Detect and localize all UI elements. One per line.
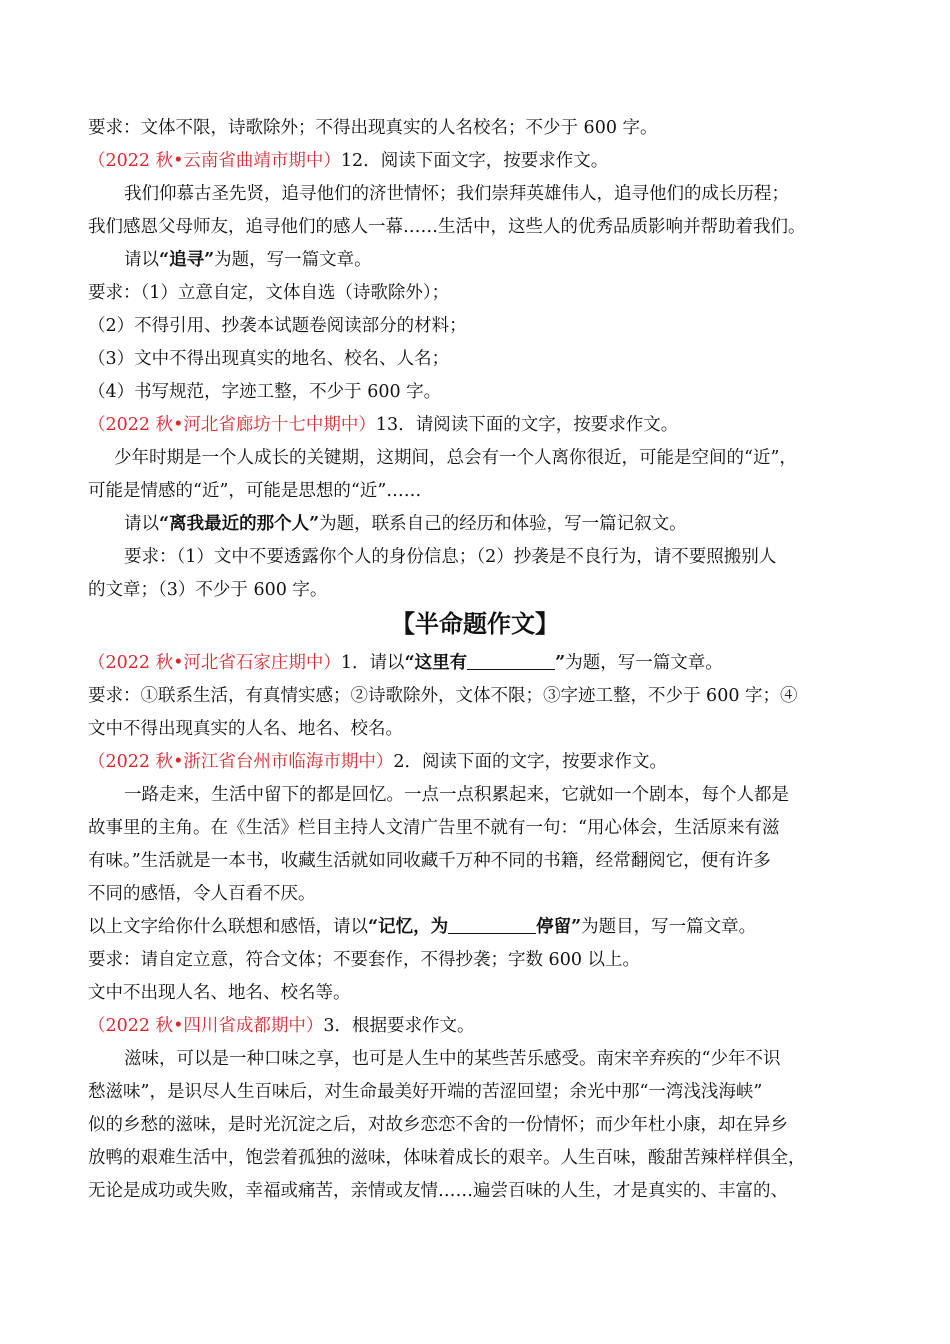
question-2-header: （2022 秋•浙江省台州市临海市期中）2．阅读下面的文字，按要求作文。 xyxy=(88,752,668,772)
prompt-text: 故事里的主角。在《生活》栏目主持人文清广告里不就有一句：“用心体会，生活原来有滋 xyxy=(88,818,780,838)
prompt-text: 我们感恩父母师友，追寻他们的感人一幕……生活中，这些人的优秀品质影响并帮助着我们。 xyxy=(88,217,806,237)
question-1-header: （2022 秋•河北省石家庄期中）1．请以“这里有 ”为题，写一篇文章。 xyxy=(88,653,723,673)
requirement-line: 要求：（1）文中不要透露你个人的身份信息；（2）抄袭是不良行为，请不要照搬别人 xyxy=(124,547,777,567)
prompt-text: 愁滋味”，是识尽人生百味后，对生命最美好开端的苦涩回望；余光中那“一湾浅浅海峡” xyxy=(88,1082,763,1102)
requirement-line: 文中不出现人名、地名、校名等。 xyxy=(88,983,351,1003)
prompt-text: 滋味，可以是一种口味之享，也可是人生中的某些苦乐感受。南宋辛弃疾的“少年不识 xyxy=(124,1049,781,1069)
essay-title-instruction: 请以“离我最近的那个人”为题，联系自己的经历和体验，写一篇记叙文。 xyxy=(124,514,687,534)
source-tag: （2022 秋•河北省廊坊十七中期中） xyxy=(88,415,376,435)
requirement-line: 要求：（1）立意自定，文体自选（诗歌除外）； xyxy=(88,283,450,303)
fill-in-blank xyxy=(467,651,555,670)
source-tag: （2022 秋•四川省成都期中） xyxy=(88,1016,324,1036)
requirement-line: 文中不得出现真实的人名、地名、校名。 xyxy=(88,719,403,739)
source-tag: （2022 秋•云南省曲靖市期中） xyxy=(88,151,341,171)
question-13-header: （2022 秋•河北省廊坊十七中期中）13．请阅读下面的文字，按要求作文。 xyxy=(88,415,679,435)
requirement-line: 要求：文体不限，诗歌除外；不得出现真实的人名校名；不少于 600 字。 xyxy=(88,118,658,138)
prompt-text: 少年时期是一个人成长的关键期，这期间，总会有一个人离你很近，可能是空间的“近”， xyxy=(114,448,797,468)
requirement-line: （2）不得引用、抄袭本试题卷阅读部分的材料； xyxy=(88,316,467,336)
essay-title-instruction: 请以“追寻”为题，写一篇文章。 xyxy=(124,250,372,270)
requirement-line: 要求：请自定立意，符合文体；不要套作，不得抄袭；字数 600 以上。 xyxy=(88,950,641,970)
section-heading: 【半命题作文】 xyxy=(391,609,559,638)
prompt-text: 一路走来，生活中留下的都是回忆。一点一点积累起来，它就如一个剧本，每个人都是 xyxy=(124,785,789,805)
prompt-text: 似的乡愁的滋味，是时光沉淀之后，对故乡恋恋不舍的一份情怀；而少年杜小康，却在异乡 xyxy=(88,1115,788,1135)
source-tag: （2022 秋•河北省石家庄期中） xyxy=(88,653,341,673)
requirement-line: 的文章；（3）不少于 600 字。 xyxy=(88,580,328,600)
essay-title-instruction: 以上文字给你什么联想和感悟，请以“记忆，为 停留”为题目，写一篇文章。 xyxy=(88,917,757,937)
prompt-text: 可能是情感的“近”，可能是思想的“近”…… xyxy=(88,481,422,501)
source-tag: （2022 秋•浙江省台州市临海市期中） xyxy=(88,752,394,772)
prompt-text: 无论是成功或失败，幸福或痛苦，亲情或友情……遍尝百味的人生，才是真实的、丰富的、 xyxy=(88,1181,788,1201)
requirement-line: 要求：①联系生活，有真情实感；②诗歌除外，文体不限；③字迹工整，不少于 600 字；④ xyxy=(88,686,798,706)
requirement-line: （3）文中不得出现真实的地名、校名、人名； xyxy=(88,349,450,369)
prompt-text: 不同的感悟，令人百看不厌。 xyxy=(88,884,316,904)
prompt-text: 有味。”生活就是一本书，收藏生活就如同收藏千万种不同的书籍，经常翻阅它，便有许多 xyxy=(88,851,771,871)
prompt-text: 我们仰慕古圣先贤，追寻他们的济世情怀；我们崇拜英雄伟人，追寻他们的成长历程； xyxy=(124,184,789,204)
question-3-header: （2022 秋•四川省成都期中）3．根据要求作文。 xyxy=(88,1016,475,1036)
fill-in-blank xyxy=(448,915,536,934)
requirement-line: （4）书写规范，字迹工整，不少于 600 字。 xyxy=(88,382,442,402)
question-12-header: （2022 秋•云南省曲靖市期中）12．阅读下面文字，按要求作文。 xyxy=(88,151,609,171)
prompt-text: 放鸭的艰难生活中，饱尝着孤独的滋味，体味着成长的艰辛。人生百味，酸甜苦辣样样俱全， xyxy=(88,1148,806,1168)
